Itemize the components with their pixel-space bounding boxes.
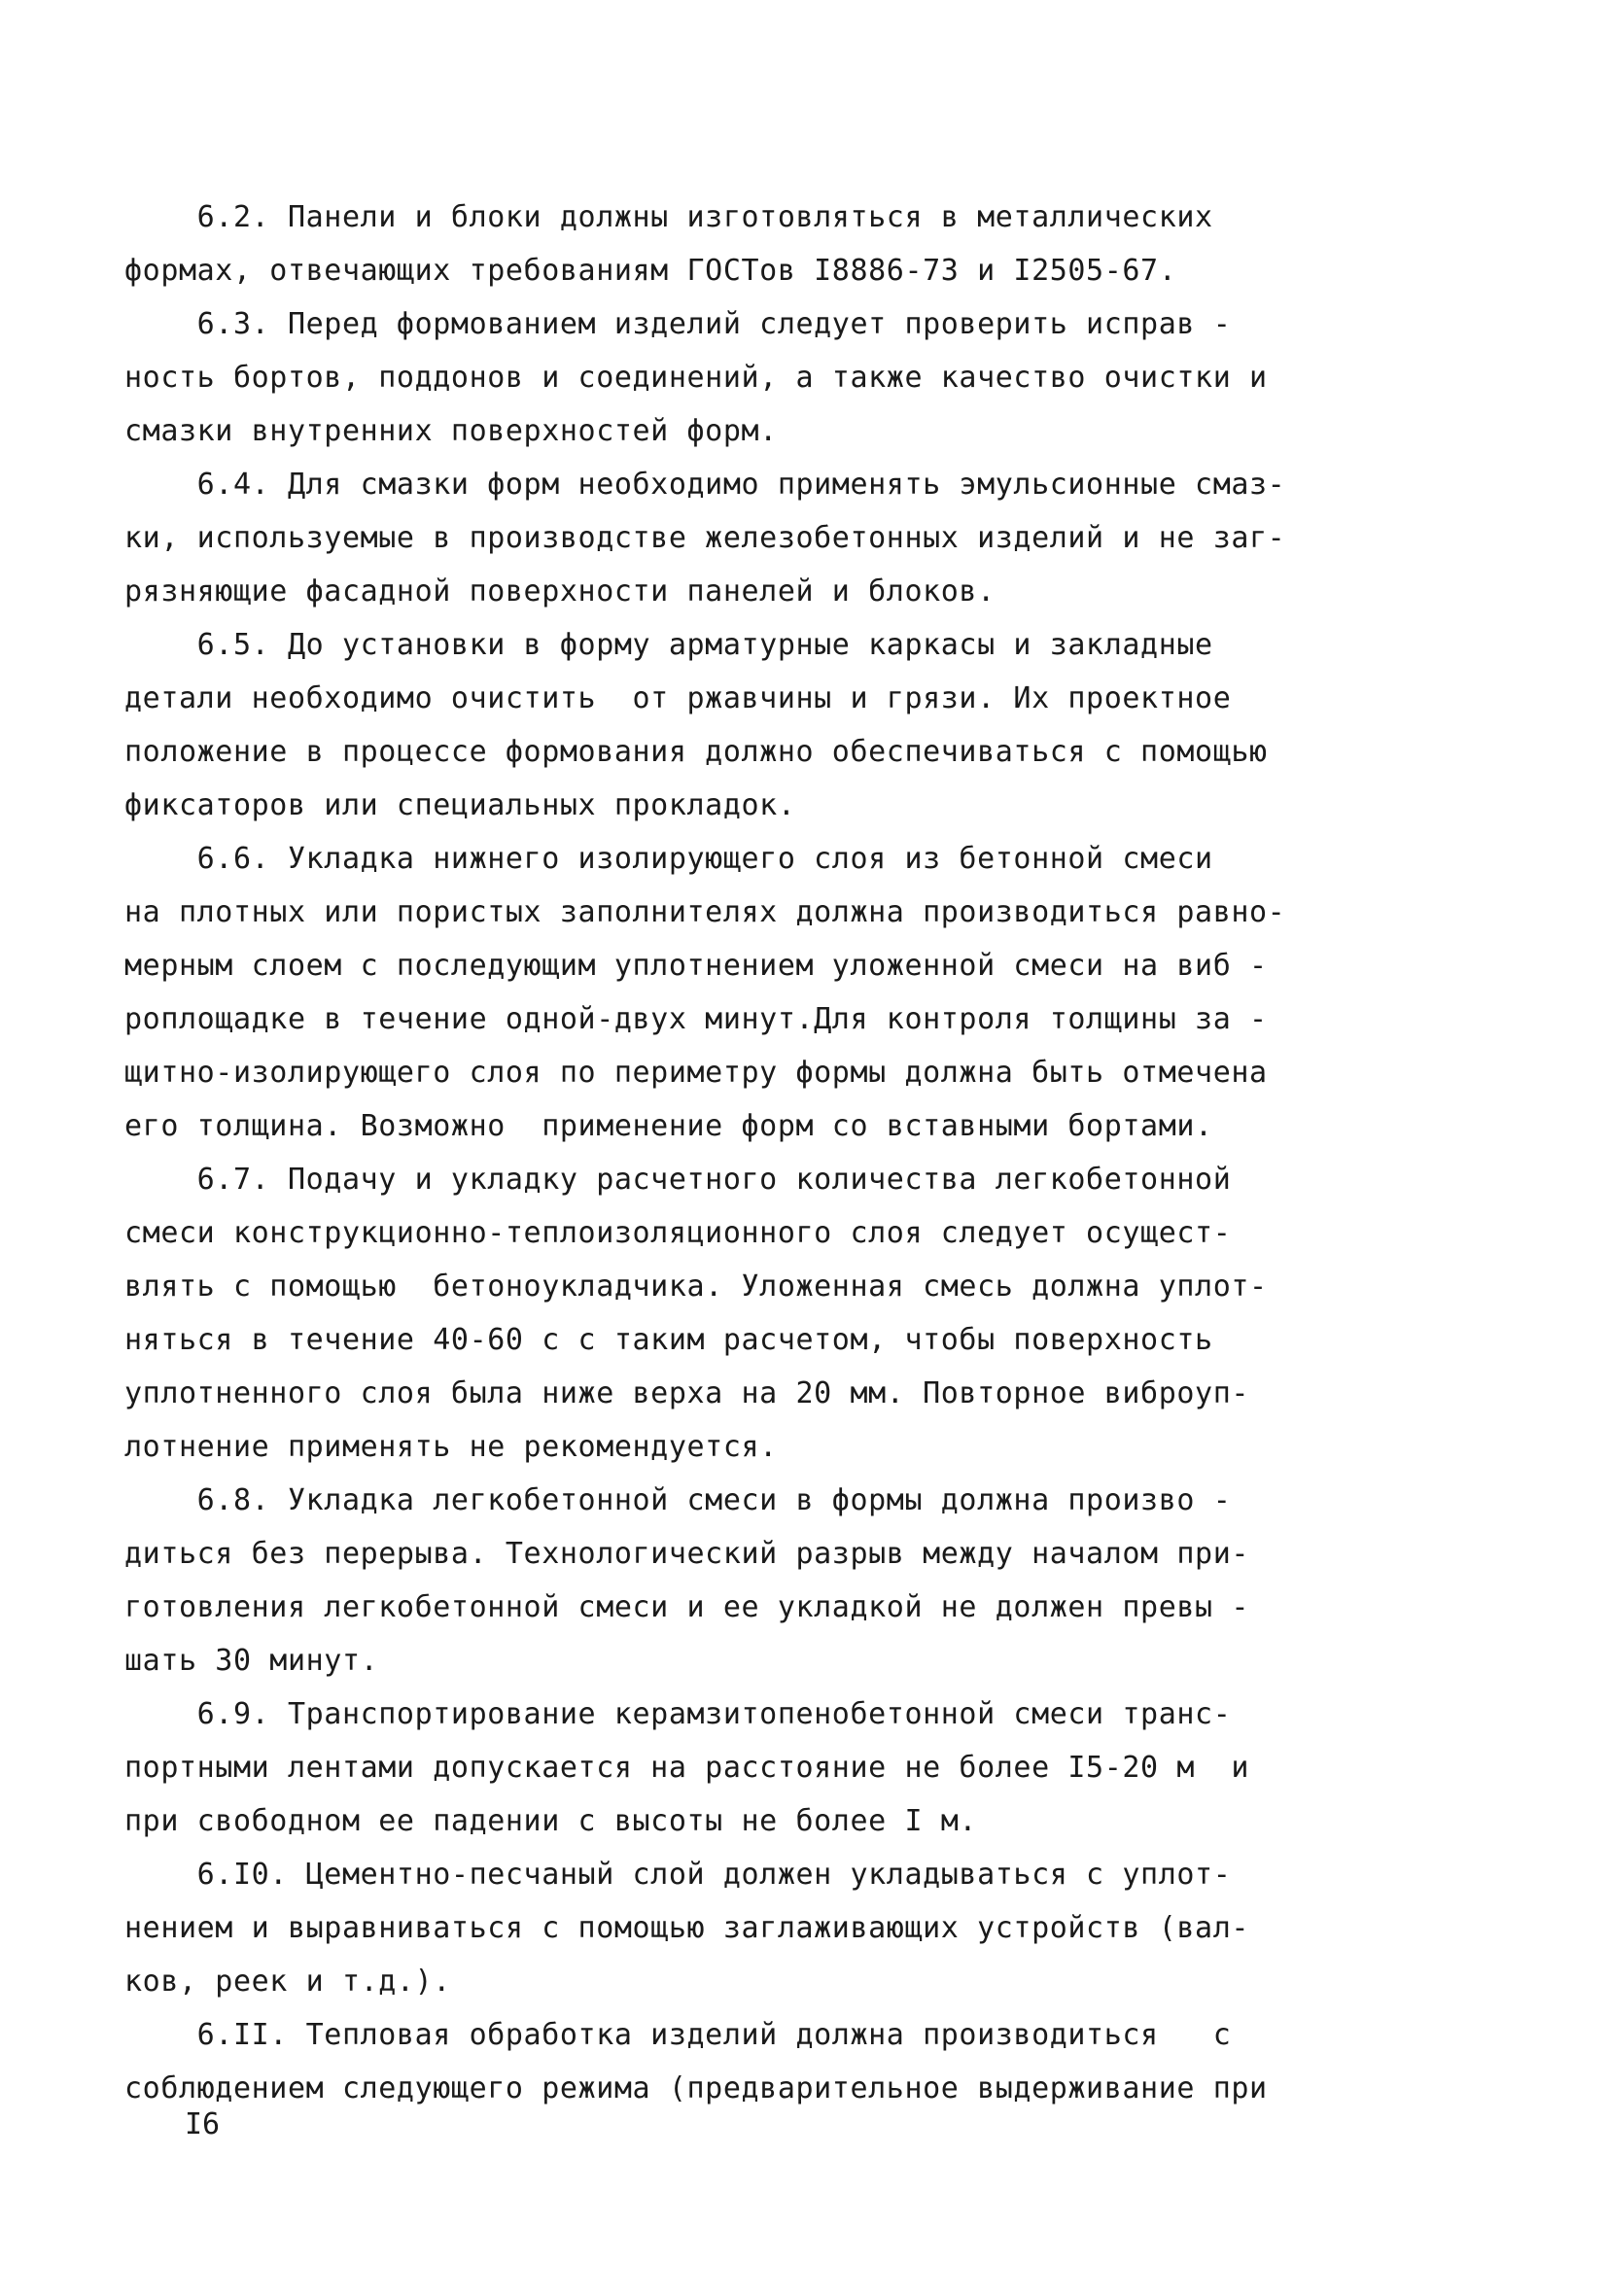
paragraph bbox=[124, 1474, 1505, 1687]
text-line: ков, реек и т.д.). bbox=[124, 1965, 451, 1999]
text-line: ность бортов, поддонов и соединений, а также качество очистки и bbox=[124, 361, 1268, 395]
text-line: смазки внутренних поверхностей форм. bbox=[124, 414, 778, 448]
page-number: I6 bbox=[185, 2107, 221, 2141]
text-line: ки, используемые в производстве железобетонных изделий и не заг- bbox=[124, 521, 1286, 555]
text-line: шать 30 минут. bbox=[124, 1644, 379, 1678]
text-line: уплотненного слоя была ниже верха на 20 мм. Повторное виброуп- bbox=[124, 1376, 1250, 1410]
text-line: 6.7. Подачу и укладку расчетного количества легкобетонной bbox=[124, 1163, 1232, 1197]
text-line: 6.3. Перед формованием изделий следует проверить исправ - bbox=[124, 307, 1232, 341]
paragraph bbox=[124, 2008, 1505, 2115]
paragraph bbox=[124, 1687, 1505, 1848]
text-line: 6.5. До установки в форму арматурные каркасы и закладные bbox=[124, 628, 1213, 662]
text-line: рязняющие фасадной поверхности панелей и блоков. bbox=[124, 574, 996, 609]
text-line: смеси конструкционно-теплоизоляционного слоя следует осущест- bbox=[124, 1216, 1232, 1250]
text-line: детали необходимо очистить от ржавчины и грязи. Их проектное bbox=[124, 681, 1232, 715]
text-line: 6.9. Транспортирование керамзитопенобетонной смеси транс- bbox=[124, 1697, 1232, 1731]
text-line: нением и выравниваться с помощью заглаживающих устройств (вал- bbox=[124, 1911, 1250, 1945]
paragraph bbox=[124, 1848, 1505, 2008]
text-line: 6.II. Тепловая обработка изделий должна производиться с bbox=[124, 2018, 1232, 2052]
text-line: формах, отвечающих требованиям ГОСТов I8886-73 и I2505-67. bbox=[124, 254, 1177, 288]
text-line: портными лентами допускается на расстояние не более I5-20 м и bbox=[124, 1751, 1250, 1785]
paragraph bbox=[124, 832, 1505, 1153]
text-line: щитно-изолирующего слоя по периметру формы должна быть отмечена bbox=[124, 1056, 1268, 1090]
text-line: положение в процессе формования должно обеспечиваться с помощью bbox=[124, 735, 1268, 769]
text-line: готовления легкобетонной смеси и ее укладкой не должен превы - bbox=[124, 1590, 1250, 1624]
text-line: его толщина. Возможно применение форм со вставными бортами. bbox=[124, 1109, 1213, 1143]
text-line: лотнение применять не рекомендуется. bbox=[124, 1430, 778, 1464]
document-body bbox=[124, 191, 1505, 2115]
text-line: 6.6. Укладка нижнего изолирующего слоя из бетонной смеси bbox=[124, 842, 1213, 876]
text-line: 6.4. Для смазки форм необходимо применять эмульсионные смаз- bbox=[124, 468, 1286, 502]
paragraph bbox=[124, 618, 1505, 832]
text-line: на плотных или пористых заполнителях должна производиться равно- bbox=[124, 895, 1286, 929]
paragraph bbox=[124, 191, 1505, 297]
text-line: 6.2. Панели и блоки должны изготовляться в металлических bbox=[124, 200, 1213, 234]
text-line: 6.8. Укладка легкобетонной смеси в формы должна произво - bbox=[124, 1483, 1232, 1517]
text-line: мерным слоем с последующим уплотнением уложенной смеси на виб - bbox=[124, 949, 1268, 983]
text-line: соблюдением следующего режима (предварительное выдерживание при bbox=[124, 2071, 1268, 2105]
paragraph bbox=[124, 458, 1505, 618]
text-line: при свободном ее падении с высоты не более I м. bbox=[124, 1804, 978, 1838]
text-line: влять с помощью бетоноукладчика. Уложенная смесь должна уплот- bbox=[124, 1270, 1268, 1304]
text-line: диться без перерыва. Технологический разрыв между началом при- bbox=[124, 1537, 1250, 1571]
paragraph bbox=[124, 1153, 1505, 1474]
paragraph bbox=[124, 297, 1505, 458]
text-line: роплощадке в течение одной-двух минут.Для контроля толщины за - bbox=[124, 1002, 1268, 1036]
text-line: 6.I0. Цементно-песчаный слой должен укладываться с уплот- bbox=[124, 1858, 1232, 1892]
text-line: няться в течение 40-60 с с таким расчетом, чтобы поверхность bbox=[124, 1323, 1213, 1357]
text-line: фиксаторов или специальных прокладок. bbox=[124, 788, 796, 822]
